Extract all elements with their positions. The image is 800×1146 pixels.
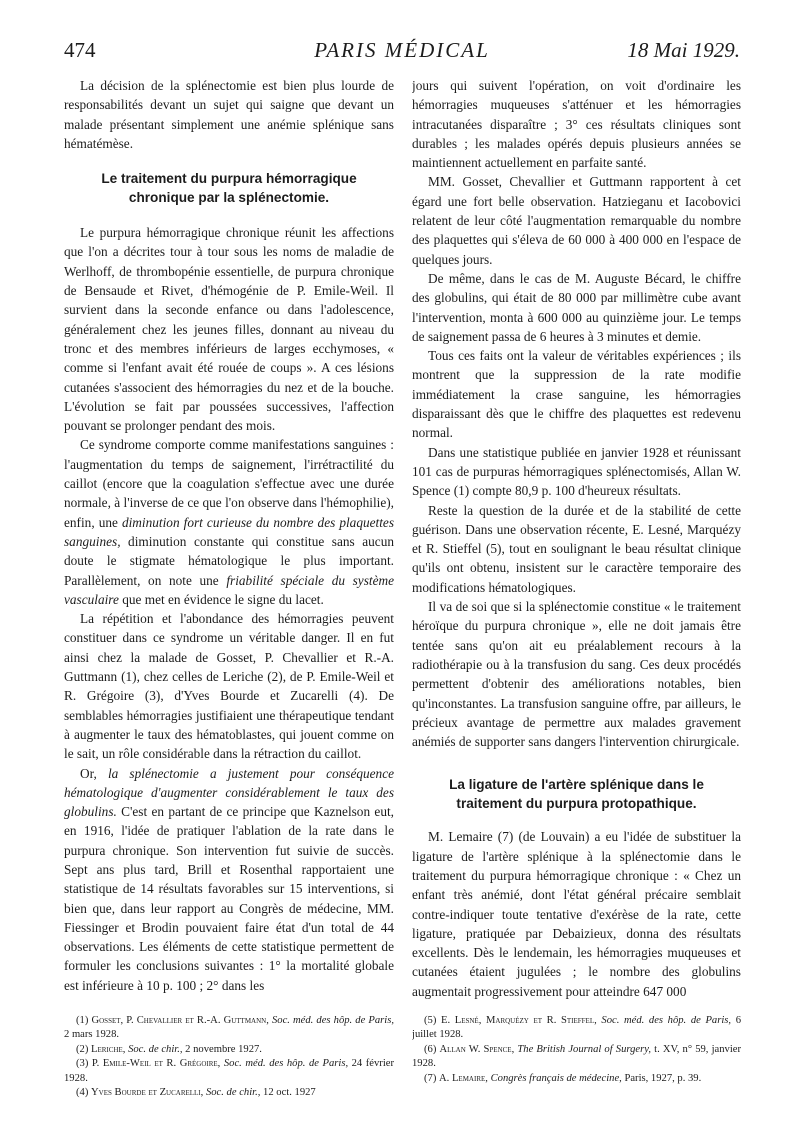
text-run: Or, [80,765,108,781]
author-names: Allan W. Spence, [439,1043,515,1055]
paragraph [412,597,741,751]
italic-text: Soc. méd. des hôp. de Paris, [223,1058,349,1070]
text-run: Reste la question de la durée et de la stabilité de cette guérison. Dans une observation récente, E. Lesné, Marquézy et R. Stieffel (5), tout en soulignant le beau résultat clinique qu'ils ont obtenu, insistent sur le caractère temporaire des modifications hématologiques. [412,502,741,595]
text-run: (5) [424,1015,441,1026]
text-run: (3) [76,1058,92,1070]
italic-text: diminution fort curieuse du nombre des plaquettes sanguines, [64,514,394,549]
text-run: 2 mars 1928. [64,1029,120,1041]
author-names: A. Lemaire, [439,1072,488,1084]
left-column [64,76,394,1008]
text-run: Le traitement du purpura hémorragique chronique par la splénectomie. [101,171,357,206]
italic-text: la splénectomie a justement pour conséquence hématologique d'augmenter considérablement le taux des globulins. [64,765,394,820]
author-names: Yves Bourde et Zucarelli, [91,1087,204,1099]
text-run: 6 juillet 1928. [412,1015,741,1041]
page-header [64,38,740,66]
paragraph [412,501,741,597]
page-number: 474 [64,38,96,62]
text-run: La décision de la splénectomie est bien plus lourde de responsabilités devant un sujet qui saigne que devant un malade présentant simplement une anémie splénique sans hématémèse. [64,78,394,151]
text-run: Il va de soi que si la splénectomie constitue « le traitement héroïque du purpura chronique », elle ne doit jamais être tentée sans qu'on ait eu préalablement recours à la radiothérapie ou à la transfusion du sang. Ces deux procédés permettent d'obtenir des améliorations notables, bien qu'inconstantes. La transfusion sanguine offre, par ailleurs, le précieux avantage de permettre aux malades gravement anémiés de supporter sans dangers l'intervention chirurgicale. [412,599,741,750]
footnotes-left [64,1014,394,1124]
paragraph [64,609,394,763]
text-run: 12 oct. 1927 [260,1087,316,1099]
text-run: La ligature de l'artère splénique dans le traitement du purpura protopathique. [449,777,704,812]
text-run: (6) [424,1043,440,1055]
footnotes-right [412,1014,741,1124]
footnote [64,1043,394,1057]
italic-text: Soc. méd. des hôp. de Paris, [271,1015,394,1026]
author-names: P. Emile-Weil et R. Grégoire, [91,1058,221,1070]
text-run: Paris, 1927, p. 39. [621,1072,702,1084]
text-run: Dans une statistique publiée en janvier 1928 et réunissant 101 cas de purpuras hémorragiques splénectomisés, Allan W. Spence (1) compte 80,9 p. 100 d'heureux résultats. [412,444,741,499]
author-names: Gosset, P. Chevallier et R.-A. Guttmann, [91,1015,269,1026]
text-run: (2) [76,1043,92,1055]
section-heading [418,775,735,813]
paragraph [64,764,394,996]
italic-text: friabilité spéciale du système vasculaire [64,572,394,607]
text-run: Tous ces faits ont la valeur de véritables expériences ; ils montrent que la suppression de la rate modifie immédiatement la crase sanguine, les hémorragies disparaissant dès que le chiffre des plaquettes est redevenu normal. [412,348,741,441]
paragraph [412,172,741,268]
paragraph [64,76,394,153]
text-run: (4) [76,1087,92,1099]
text-run: que met en évidence le signe du lacet. [118,591,324,607]
paragraph [412,76,741,172]
footnote [412,1014,741,1043]
footnote [64,1086,394,1100]
author-names: Leriche, [91,1043,126,1055]
text-run: M. Lemaire (7) (de Louvain) a eu l'idée de substituer la ligature de l'artère splénique à la splénectomie dans le traitement du purpura hémorragique chronique : « Chez un enfant très anémié, dont l'état général précaire semblait contre-indiquer toute tentative d'exérèse de la rate, cette ligature, pratiquée par Debaizieux, donna des résultats excellents. Dès le lendemain, les hémorragies muqueuses et cutanées étaient jugulées ; le nombre des globulins augmentait progressivement pour atteindre 647 000 [412,829,741,999]
text-run: Ce syndrome comporte comme manifestations sanguines : l'augmentation du temps de saignement, l'irrétractilité du caillot (encore que la coagulation s'effectue avec une durée normale, à l'inverse de ce que l'on observe dans l'hémophilie), enfin, une [64,437,394,530]
text-run: Le purpura hémorragique chronique réunit les affections que l'on a décrites tour à tour sous les noms de maladie de Werlhoff, de thrombopénie essentielle, de purpura chronique de Bensaude et Rivet, d'hémogénie de P. Emile-Weil. Il survient dans la seconde enfance ou dans l'adolescence, généralement chez les jeunes filles, donnant au niveau du tronc et des membres inférieurs de larges ecchymoses, « comme si l'enfant avait été rouée de coups ». A ces lésions cutanées s'associent des hémorragies du nez et de la bouche. L'évolution se fait par poussées successives, l'affection pouvant se prolonger pendant des mois. [64,225,394,434]
footnote [412,1072,741,1086]
journal-title: PARIS MÉDICAL [314,38,490,62]
text-run: jours qui suivent l'opération, on voit d'ordinaire les hémorragies muqueuses s'atténuer et les hémorragies intracutanées disparaître ; 3° ces résultats cliniques sont durables ; les malades opérés depuis plusieurs années se maintiennent actuellement en parfaite santé. [412,78,741,171]
italic-text: Soc. de chir., [128,1043,183,1055]
text-run: La répétition et l'abondance des hémorragies peuvent constituer dans ce syndrome un véritable danger. Il en fut ainsi chez la malade de Gosset, P. Chevallier et R.-A. Guttmann (1), chez celles de Leriche (2), de P. Emile-Weil et R. Grégoire (3), d'Yves Bourde et Zucarelli (4). De semblables hémorragies justifiaient une thérapeutique tendant à augmenter le taux des hématoblastes, qui jouent comme on le sait, un rôle considérable dans la rétraction du caillot. [64,611,394,762]
paragraph [64,435,394,609]
text-run: 2 novembre 1927. [182,1043,262,1055]
italic-text: Soc. méd. des hôp. de Paris, [601,1015,732,1026]
text-run: De même, dans le cas de M. Auguste Bécard, le chiffre des globulins, qui était de 80 000 par millimètre cube avant l'intervention, monta à 600 000 au quinzième jour. Le temps de saignement passa de 6 heures à 3 minutes et demie. [412,270,741,344]
right-column [412,76,741,1008]
section-heading [70,169,388,207]
author-names: E. Lesné, Marquézy et R. Stieffel, [440,1015,597,1026]
italic-text: Soc. de chir., [205,1087,261,1099]
italic-text: The British Journal of Surgery, [517,1043,652,1055]
paragraph [412,269,741,346]
text-run: MM. Gosset, Chevallier et Guttmann rapportent à cet égard une fort belle observation. Hatzieganu et Iacobovici relatent de leur côté l'augmentation remarquable du nombre des plaquettes qui s'éleva de 60 000 à 400 000 en l'espace de quelques jours. [412,174,741,267]
text-run: C'est en partant de ce principe que Kaznelson eut, en 1916, l'idée de pratiquer l'ablation de la rate dans le purpura chronique. Son intervention fut suivie de succès. Sept ans plus tard, Brill et Rosenthal rapportaient une statistique de 14 résultats favorables sur 15 interventions, si bien que, dans leur rapport au Congrès de médecine, MM. Fiessinger et Brodin pouvaient faire état d'un total de 44 observations. Les éléments de cette statistique permettent de formuler les conclusions suivantes : 1° la mortalité globale est inférieure à 10 p. 100 ; 2° dans les [64,804,394,993]
paragraph [412,443,741,501]
paragraph [412,827,741,1001]
paragraph [64,223,394,435]
text-run: (7) [424,1072,440,1084]
paragraph [412,346,741,442]
text-run: diminution constante qui constitue sans aucun doute le stigmate hématologique le plus important. Parallèlement, on note une [64,533,394,588]
footnote [64,1057,394,1086]
issue-date: 18 Mai 1929. [627,38,740,62]
text-run: t. XV, n° 59, janvier 1928. [412,1043,741,1070]
footnote [412,1043,741,1072]
text-run: (1) [76,1015,92,1026]
footnote [64,1014,394,1043]
text-run: 24 février 1928. [64,1058,394,1084]
italic-text: Congrès français de médecine, [490,1072,622,1084]
